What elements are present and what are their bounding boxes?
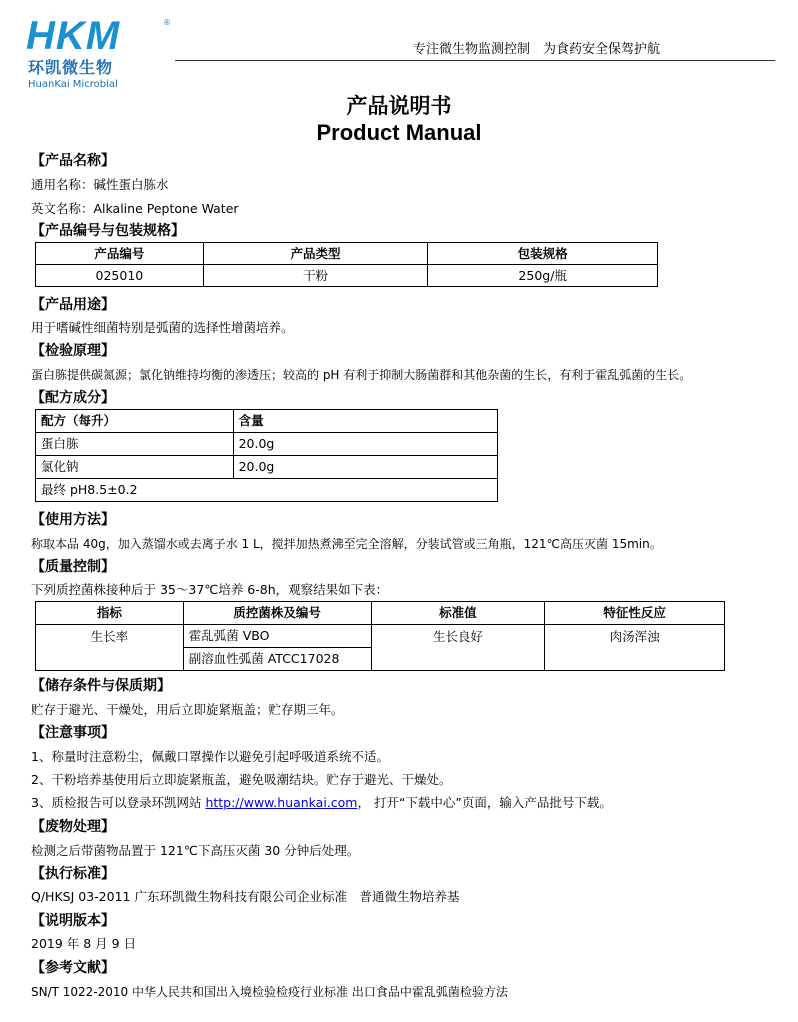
table-header-row — [36, 410, 498, 433]
section-heading-notes: 【注意事项】 — [31, 725, 115, 741]
ingredient-amount: 20.0g — [233, 456, 497, 479]
column-header: 标准值 — [371, 602, 545, 625]
header-divider — [175, 60, 775, 61]
column-header: 产品类型 — [203, 243, 428, 265]
note-item-prefix: 3、质检报告可以登录环凯网站 — [31, 795, 206, 810]
huankai-website-link[interactable]: http://www.huankai.com — [205, 795, 358, 810]
note-item-suffix: ， 打开“下载中心”页面，输入产品批号下载。 — [357, 795, 612, 810]
table-row — [36, 265, 658, 287]
note-item: 2、干粉培养基使用后立即旋紧瓶盖，避免吸潮结块。贮存于避光、干燥处。 — [31, 772, 452, 787]
section-heading-method: 【使用方法】 — [31, 512, 115, 528]
section-heading-disposal: 【废物处理】 — [31, 819, 115, 835]
qc-table — [35, 601, 725, 671]
column-header: 指标 — [36, 602, 184, 625]
logo-wordmark: HKM — [26, 14, 121, 58]
section-heading-qc: 【质量控制】 — [31, 559, 115, 575]
column-header: 质控菌株及编号 — [183, 602, 371, 625]
section-heading-standard: 【执行标准】 — [31, 866, 115, 882]
reference-text: SN/T 1022-2010 中华人民共和国出入境检验检疫行业标准 出口食品中霍乱弧菌检验方法 — [31, 985, 508, 999]
column-header: 特征性反应 — [545, 602, 725, 625]
logo-english-name: HuanKai Microbial — [28, 79, 118, 90]
table-row — [36, 625, 725, 648]
section-heading-principle: 【检验原理】 — [31, 343, 115, 359]
final-ph: 最终 pH8.5±0.2 — [36, 479, 498, 502]
column-header: 配方（每升） — [36, 410, 234, 433]
storage-text: 贮存于避光、干燥处，用后立即旋紧瓶盖；贮存期三年。 — [31, 702, 344, 717]
section-heading-packing: 【产品编号与包装规格】 — [31, 223, 185, 239]
note-item: 1、称量时注意粉尘，佩戴口罩操作以避免引起呼吸道系统不适。 — [31, 749, 389, 764]
section-heading-usage: 【产品用途】 — [31, 297, 115, 313]
qc-intro: 下列质控菌株接种后于 35～37℃培养 6-8h，观察结果如下表： — [31, 582, 389, 597]
section-heading-product-name: 【产品名称】 — [31, 153, 115, 169]
table-header-row — [36, 243, 658, 265]
qc-indicator: 生长率 — [36, 625, 184, 671]
table-row — [36, 479, 498, 502]
document-title-en: Product Manual — [316, 120, 482, 145]
disposal-text: 检测之后带菌物品置于 121℃下高压灭菌 30 分钟后处理。 — [31, 843, 360, 858]
table-row — [36, 433, 498, 456]
section-heading-references: 【参考文献】 — [31, 960, 115, 976]
package-size: 250g/瓶 — [428, 265, 658, 287]
method-text: 称取本品 40g，加入蒸馏水或去离子水 1 L，搅拌加热煮沸至完全溶解，分装试管或三角瓶，121℃高压灭菌 15min。 — [31, 537, 662, 551]
ingredient-amount: 20.0g — [233, 433, 497, 456]
ingredient-name: 氯化钠 — [36, 456, 234, 479]
column-header: 包装规格 — [428, 243, 658, 265]
section-heading-formula: 【配方成分】 — [31, 390, 115, 406]
section-heading-version: 【说明版本】 — [31, 913, 115, 929]
company-slogan: 专注微生物监测控制 为食药安全保驾护航 — [413, 42, 661, 57]
formula-table — [35, 409, 498, 502]
qc-standard: 生长良好 — [371, 625, 545, 671]
document-title-cn: 产品说明书 — [346, 94, 452, 118]
column-header: 含量 — [233, 410, 497, 433]
column-header: 产品编号 — [36, 243, 204, 265]
usage-text: 用于嗜碱性细菌特别是弧菌的选择性增菌培养。 — [31, 320, 294, 335]
principle-text: 蛋白胨提供碳氮源；氯化钠维持均衡的渗透压；较高的 pH 有利于抑制大肠菌群和其他杂菌的生长，有利于霍乱弧菌的生长。 — [31, 368, 692, 382]
section-heading-storage: 【储存条件与保质期】 — [31, 678, 171, 694]
ingredient-name: 蛋白胨 — [36, 433, 234, 456]
registered-mark: ® — [163, 18, 171, 27]
company-logo — [26, 14, 176, 88]
packing-table — [35, 242, 658, 287]
qc-strain: 霍乱弧菌 VBO — [183, 625, 371, 648]
table-row — [36, 456, 498, 479]
english-name: 英文名称：Alkaline Peptone Water — [31, 201, 239, 216]
product-type: 干粉 — [203, 265, 428, 287]
generic-name: 通用名称：碱性蛋白胨水 — [31, 177, 169, 192]
version-date: 2019 年 8 月 9 日 — [31, 936, 137, 951]
logo-chinese-name: 环凯微生物 — [28, 58, 114, 77]
qc-strain: 副溶血性弧菌 ATCC17028 — [183, 648, 371, 671]
standard-text: Q/HKSJ 03-2011 广东环凯微生物科技有限公司企业标准 普通微生物培养基 — [31, 889, 460, 904]
note-item — [31, 795, 612, 811]
table-header-row — [36, 602, 725, 625]
product-code: 025010 — [36, 265, 204, 287]
qc-reaction: 肉汤浑浊 — [545, 625, 725, 671]
